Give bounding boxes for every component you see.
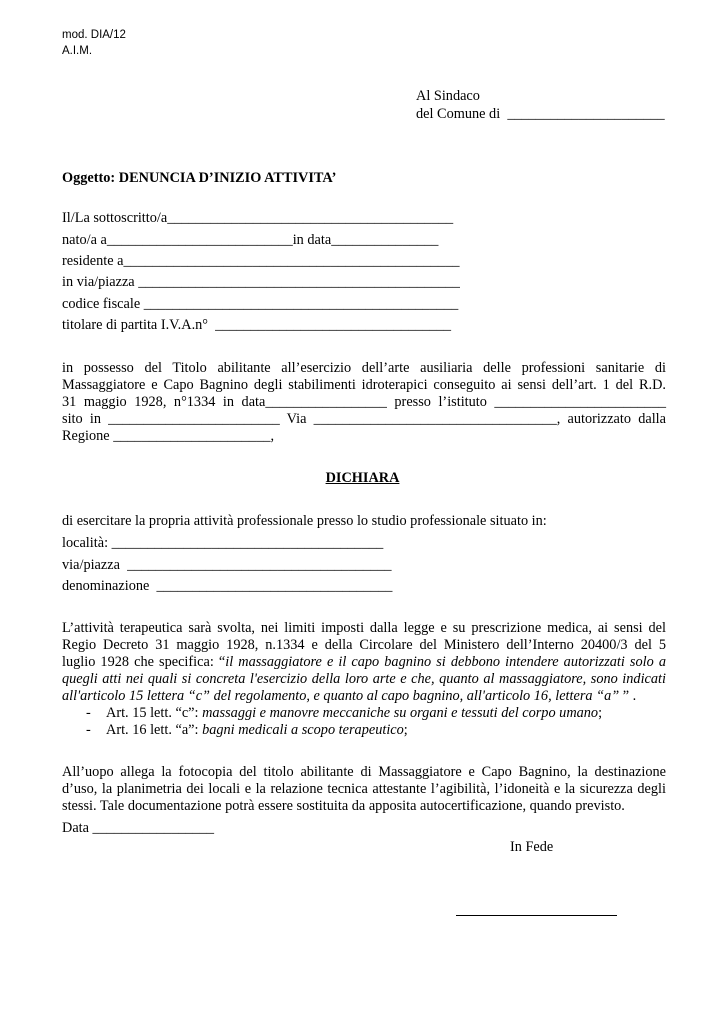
quote-text: il massaggiatore e il capo bagnino si debbono intendere autorizzati solo a (225, 654, 666, 670)
declaration-heading: DICHIARA (325, 470, 400, 486)
article-text: bagni medicali a scopo terapeutico (202, 722, 404, 738)
paragraph-line: L’attività terapeutica sarà svolta, nei limiti imposti dalla legge e su prescrizione medica, ai sensi del (62, 620, 666, 636)
subject-heading: Oggetto: DENUNCIA D’INIZIO ATTIVITA’ (62, 170, 337, 186)
paragraph-line: in possesso del Titolo abilitante all’esercizio dell’arte ausiliaria delle professioni sanitarie di (62, 360, 666, 376)
paragraph-line: stessi. Tale documentazione potrà essere sostituita da apposita autocertificazione, quando previsto. (62, 798, 625, 814)
field-vat-number: titolare di partita I.V.A.n° _________________________________ (62, 317, 452, 333)
article-label: Art. 15 lett. “c”: (106, 705, 203, 721)
field-tax-code: codice fiscale ____________________________________________ (62, 296, 459, 312)
paragraph-line: Regione ______________________, (62, 428, 275, 444)
paragraph-line: Massaggiatore e Capo Bagnino degli stabilimenti idroterapici conseguito ai sensi dell’art. 1 del R.D. (62, 377, 666, 393)
closing-text: In Fede (510, 839, 554, 855)
field-studio-street: via/piazza _____________________________________ (62, 557, 392, 573)
field-street: in via/piazza _____________________________________________ (62, 274, 460, 290)
signature-line (456, 915, 617, 916)
article-text: massaggi e manovre meccaniche su organi e tessuti del corpo umano (202, 705, 599, 721)
quote-text: quegli atti nei quali si concreta l'esercizio della loro arte e che, quanto al massaggiatore, sono indicati (62, 671, 666, 687)
list-bullet: - (86, 705, 91, 721)
organization-code: A.I.M. (62, 45, 93, 57)
field-studio-name: denominazione _________________________________ (62, 578, 393, 594)
paragraph-line: 31 maggio 1928, n°1334 in data_________________ presso l’istituto ________________________ (62, 394, 666, 410)
studio-intro: di esercitare la propria attività professionale presso lo studio professionale situato in: (62, 513, 547, 529)
field-undersigned: Il/La sottoscritto/a________________________________________ (62, 210, 454, 226)
article-end: ; (403, 722, 408, 738)
recipient-municipality: del Comune di ______________________ (416, 106, 665, 122)
paragraph-line: sito in ________________________ Via __________________________________, autorizzato dalla (62, 411, 666, 427)
paragraph-line: All’uopo allega la fotocopia del titolo abilitante di Massaggiatore e Capo Bagnino, la destinazione (62, 764, 666, 780)
paragraph-line: d’uso, la planimetria dei locali e la relazione tecnica attestante l’agibilità, l’idoneità e la sicurezza degli (62, 781, 666, 797)
quote-intro: luglio 1928 che specifica: “ (62, 654, 226, 670)
article-label: Art. 16 lett. “a”: (106, 722, 203, 738)
field-date: Data _________________ (62, 820, 215, 836)
field-birthplace-date: nato/a a__________________________in data_______________ (62, 232, 439, 248)
field-residence: residente a_______________________________________________ (62, 253, 460, 269)
field-studio-locality: località: ______________________________________ (62, 535, 384, 551)
quote-text: all'articolo 15 lettera “c” del regolamento, e quanto al capo bagnino, all'articolo 16, lettera “a” (62, 688, 620, 704)
paragraph-line: Regio Decreto 31 maggio 1928, n.1334 e della Circolare del Ministero dell’Interno 20400/3 del 5 (62, 637, 666, 653)
form-code: mod. DIA/12 (62, 29, 126, 41)
recipient-title: Al Sindaco (416, 88, 480, 104)
list-item (106, 720, 408, 740)
quote-close: ” . (619, 688, 637, 704)
article-end: ; (598, 705, 603, 721)
list-bullet: - (86, 722, 91, 738)
